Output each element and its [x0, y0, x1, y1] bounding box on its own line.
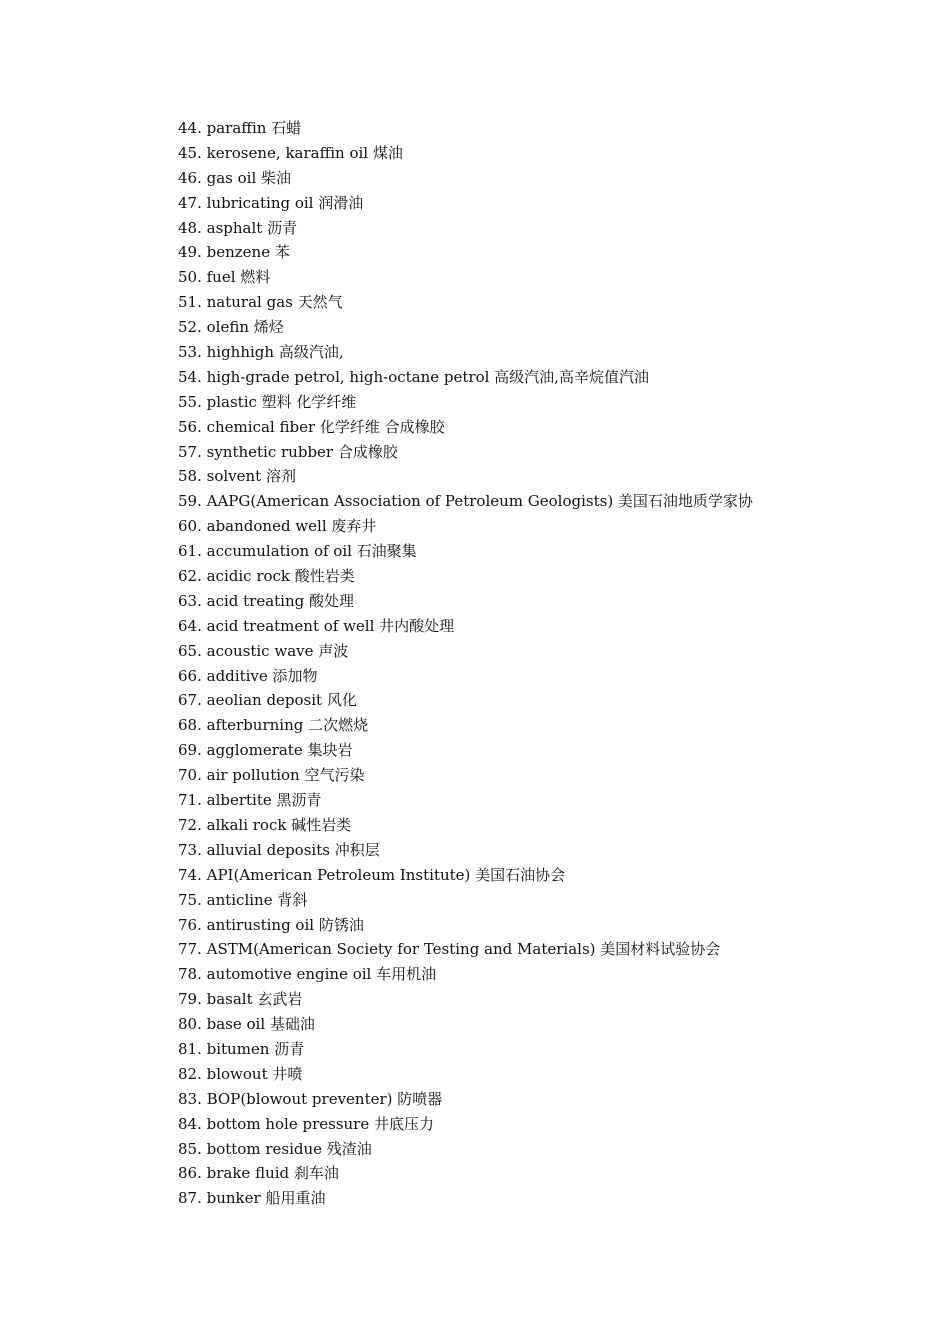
glossary-entry: 85. bottom residue 残渣油 [178, 1139, 372, 1158]
glossary-entry: 58. solvent 溶剂 [178, 467, 296, 486]
glossary-entry: 83. BOP(blowout preventer) 防喷器 [178, 1089, 443, 1108]
glossary-entry: 56. chemical fiber 化学纤维 合成橡胶 [178, 417, 445, 436]
glossary-entry: 76. antirusting oil 防锈油 [178, 915, 364, 934]
glossary-entry: 74. API(American Petroleum Institute) 美国石油协会 [178, 865, 566, 884]
glossary-entry: 44. paraffin 石蜡 [178, 119, 302, 137]
glossary-entry: 60. abandoned well 废弃井 [178, 517, 377, 536]
glossary-entry: 51. natural gas 天然气 [178, 293, 343, 312]
glossary-entry: 78. automotive engine oil 车用机油 [178, 965, 437, 984]
glossary-entry: 50. fuel 燃料 [178, 268, 271, 287]
glossary-entry: 48. asphalt 沥青 [178, 218, 298, 237]
glossary-entry: 49. benzene 苯 [178, 243, 290, 262]
glossary-entry: 82. blowout 井喷 [178, 1064, 303, 1083]
glossary-entry: 65. acoustic wave 声波 [178, 641, 349, 660]
glossary-entry: 53. highhigh 高级汽油, [178, 343, 344, 362]
glossary-entry: 75. anticline 背斜 [178, 890, 308, 909]
glossary-entry: 86. brake fluid 刹车油 [178, 1164, 339, 1183]
glossary-entry: 55. plastic 塑料 化学纤维 [178, 392, 357, 411]
glossary-entry: 54. high-grade petrol, high-octane petrol 高级汽油,高辛烷值汽油 [178, 367, 649, 386]
glossary-entry: 52. olefin 烯烃 [178, 318, 284, 337]
glossary-entry: 62. acidic rock 酸性岩类 [178, 567, 355, 586]
glossary-entry: 57. synthetic rubber 合成橡胶 [178, 442, 398, 461]
glossary-entry: 46. gas oil 柴油 [178, 168, 292, 187]
glossary-entry: 81. bitumen 沥青 [178, 1039, 305, 1058]
glossary-entry: 87. bunker 船用重油 [178, 1189, 326, 1208]
glossary-entry: 68. afterburning 二次燃烧 [178, 716, 369, 735]
glossary-entry: 73. alluvial deposits 冲积层 [178, 840, 380, 859]
glossary-entry: 45. kerosene, karaffin oil 煤油 [178, 143, 403, 162]
glossary-list [178, 116, 753, 1211]
glossary-entry: 80. base oil 基础油 [178, 1015, 315, 1034]
glossary-entry: 61. accumulation of oil 石油聚集 [178, 542, 417, 561]
glossary-entry: 63. acid treating 酸处理 [178, 591, 355, 610]
glossary-entry: 59. AAPG(American Association of Petroleum Geologists) 美国石油地质学家协 [178, 492, 753, 511]
glossary-entry: 70. air pollution 空气污染 [178, 766, 365, 785]
glossary-entry: 66. additive 添加物 [178, 666, 318, 685]
glossary-entry: 64. acid treatment of well 井内酸处理 [178, 616, 455, 635]
glossary-entry: 67. aeolian deposit 风化 [178, 691, 357, 710]
glossary-entry: 71. albertite 黑沥青 [178, 791, 322, 810]
glossary-entry: 47. lubricating oil 润滑油 [178, 193, 364, 212]
glossary-entry: 72. alkali rock 碱性岩类 [178, 815, 352, 834]
glossary-entry: 69. agglomerate 集块岩 [178, 741, 353, 760]
glossary-entry: 79. basalt 玄武岩 [178, 990, 303, 1009]
glossary-entry: 77. ASTM(American Society for Testing and Materials) 美国材料试验协会 [178, 940, 721, 959]
glossary-entry: 84. bottom hole pressure 井底压力 [178, 1114, 434, 1133]
